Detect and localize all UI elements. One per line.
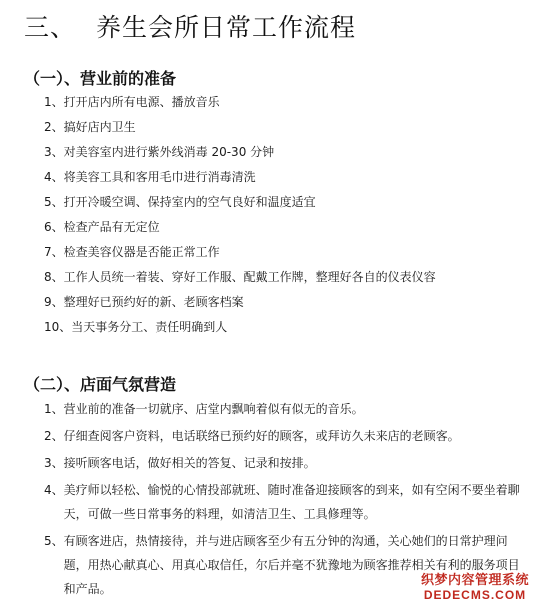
page-title [24, 8, 356, 44]
list-item: 4、将美容工具和客用毛巾进行消毒清洗 [44, 170, 256, 184]
section-heading-2: （二）、店面气氛营造 [24, 375, 177, 394]
list-item: 2、搞好店内卫生 [44, 120, 136, 134]
watermark-top-text: 织梦内容管理系统 [420, 573, 529, 588]
list-item: 7、检查美容仪器是否能正常工作 [44, 245, 220, 259]
title-number: 三、 [24, 13, 77, 42]
list-item: 2、仔细查阅客户资料，电话联络已预约好的顾客，或拜访久未来店的老顾客。 [44, 429, 460, 443]
list-item: 9、整理好已预约好的新、老顾客档案 [44, 295, 244, 309]
watermark-bottom-text: DEDECMS.COM [423, 588, 527, 602]
list-item: 1、打开店内所有电源、播放音乐 [44, 95, 220, 109]
watermark-logo [421, 574, 529, 601]
title-text: 养生会所日常工作流程 [96, 13, 357, 42]
list-item: 3、对美容室内进行紫外线消毒 20-30 分钟 [44, 145, 275, 159]
list-item: 10、当天事务分工、责任明确到人 [44, 320, 228, 334]
list-item: 8、工作人员统一着装、穿好工作服、配戴工作牌，整理好各自的仪表仪容 [44, 270, 436, 284]
list-item: 5、有顾客进店，热情接待，并与进店顾客至少有五分钟的沟通，关心她们的日常护理问题，用热心献真心、用真心取信任，尔后并毫不犹豫地为顾客推荐相关有利的服务项目和产品。 [44, 534, 520, 596]
list-item: 1、营业前的准备一切就序、店堂内飘响着似有似无的音乐。 [44, 402, 364, 416]
section-1-list [44, 90, 525, 340]
list-item: 3、接听顾客电话，做好相关的答复、记录和按排。 [44, 456, 316, 470]
list-item: 6、检查产品有无定位 [44, 220, 160, 234]
section-heading-1: （一）、营业前的准备 [24, 69, 177, 88]
list-item: 5、打开冷暖空调、保持室内的空气良好和温度适宜 [44, 195, 316, 209]
list-item: 4、美疗师以轻松、愉悦的心情投部就班、随时准备迎接顾客的到来，如有空闲不要坐着聊天，可做一些日常事务的料理，如清洁卫生、工具修理等。 [44, 483, 520, 521]
